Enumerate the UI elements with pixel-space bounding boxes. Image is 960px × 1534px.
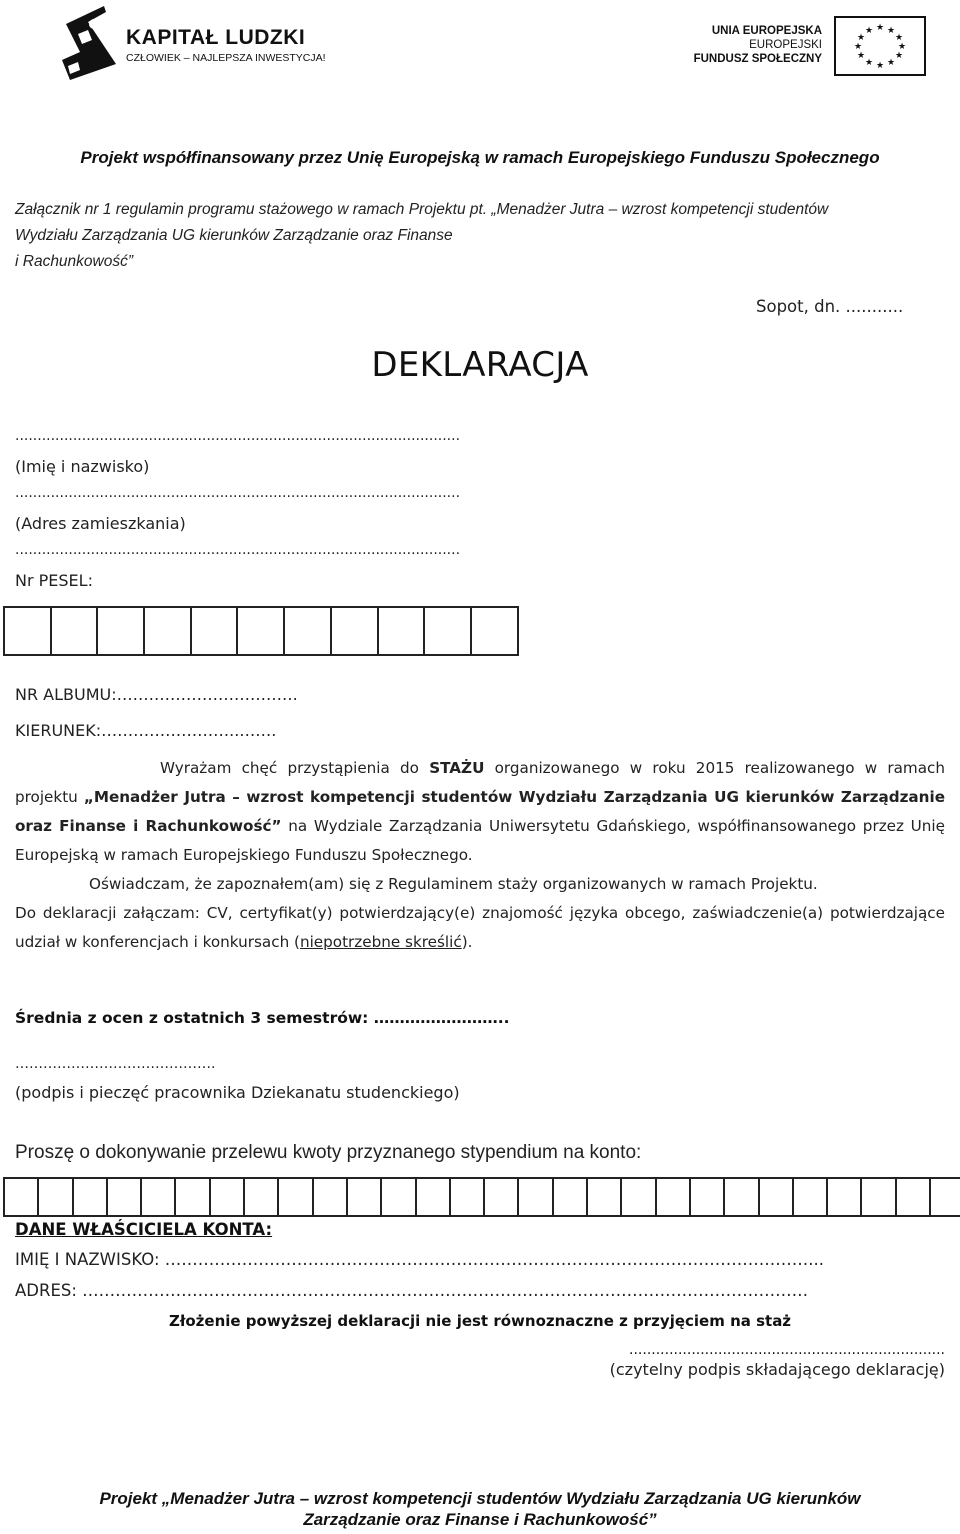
account-number-grid[interactable] xyxy=(3,1177,960,1217)
account-cell[interactable] xyxy=(5,1177,39,1217)
account-cell[interactable] xyxy=(485,1177,519,1217)
account-cell[interactable] xyxy=(451,1177,485,1217)
kapital-ludzki-title: KAPITAŁ LUDZKI xyxy=(126,26,306,49)
account-cell[interactable] xyxy=(725,1177,759,1217)
account-cell[interactable] xyxy=(39,1177,73,1217)
p1-project-name: „Menadżer Jutra – wzrost kompetencji studentów Wydziału Zarządzania UG kierunków Zarządzanie oraz Finanse i Rachunkowość” xyxy=(15,788,945,835)
svg-text:★: ★ xyxy=(894,33,904,43)
pesel-cell[interactable] xyxy=(285,606,332,656)
account-cell[interactable] xyxy=(245,1177,279,1217)
p3-text-b: ). xyxy=(461,933,473,951)
pesel-cell[interactable] xyxy=(5,606,52,656)
svg-text:★: ★ xyxy=(864,58,874,68)
account-cell[interactable] xyxy=(211,1177,245,1217)
account-cell[interactable] xyxy=(931,1177,960,1217)
project-footer xyxy=(0,1488,960,1530)
eu-fund-line2: FUNDUSZ SPOŁECZNY xyxy=(693,53,822,65)
p3-text-a: Do deklaracji załączam: CV, certyfikat(y) potwierdzający(e) znajomość języka obcego, zaświadczenie(a) potwierdzające udział w konferencjach i konkursach ( xyxy=(15,904,945,951)
annex-line-2: Wydziału Zarządzania UG kierunków Zarządzanie oraz Finanse xyxy=(15,227,453,244)
account-owner-heading: DANE WŁAŚCICIELA KONTA: xyxy=(15,1220,273,1239)
applicant-signature-label: (czytelny podpis składającego deklarację) xyxy=(609,1360,945,1379)
kapital-ludzki-subtitle: CZŁOWIEK – NAJLEPSZA INWESTYCJA! xyxy=(126,52,326,64)
extra-field[interactable]: .................................................................................................... xyxy=(15,542,461,558)
pesel-grid[interactable] xyxy=(3,606,519,656)
footer-line-2: Zarządzanie oraz Finanse i Rachunkowość” xyxy=(303,1510,657,1529)
account-cell[interactable] xyxy=(622,1177,656,1217)
footer-line-1: Projekt „Menadżer Jutra – wzrost kompetencji studentów Wydziału Zarządzania UG kierunków xyxy=(99,1489,861,1508)
album-field[interactable]: NR ALBUMU:……………………………. xyxy=(15,685,298,704)
address-field[interactable]: .................................................................................................... xyxy=(15,485,461,501)
svg-text:★: ★ xyxy=(875,23,885,33)
account-cell[interactable] xyxy=(74,1177,108,1217)
declaration-paragraph-2: Oświadczam, że zapoznałem(am) się z Regulaminem staży organizowanych w ramach Projektu. xyxy=(89,875,818,893)
eu-flag-icon xyxy=(834,16,926,76)
pesel-cell[interactable] xyxy=(192,606,239,656)
p1-text-a: Wyrażam chęć przystąpienia do xyxy=(160,759,430,777)
annex-line-1: Załącznik nr 1 regulamin programu stażowego w ramach Projektu pt. „Menadżer Jutra – wzrost kompetencji studentów xyxy=(15,201,829,218)
account-cell[interactable] xyxy=(382,1177,416,1217)
place-date[interactable]: Sopot, dn. ........... xyxy=(756,297,904,316)
project-header: Projekt współfinansowany przez Unię Europejską w ramach Europejskiego Funduszu Społecznego xyxy=(80,148,880,167)
eu-name: UNIA EUROPEJSKA xyxy=(711,25,822,37)
account-cell[interactable] xyxy=(794,1177,828,1217)
owner-address-field[interactable]: ADRES: …………………………………………………………………………………………………………………… xyxy=(15,1281,809,1300)
declaration-paragraph-3 xyxy=(15,899,945,957)
kierunek-field[interactable]: KIERUNEK:……………………..……. xyxy=(15,721,277,740)
pesel-cell[interactable] xyxy=(425,606,472,656)
pesel-cell[interactable] xyxy=(52,606,99,656)
pesel-cell[interactable] xyxy=(472,606,519,656)
pesel-label: Nr PESEL: xyxy=(15,571,93,590)
pesel-cell[interactable] xyxy=(332,606,379,656)
account-cell[interactable] xyxy=(897,1177,931,1217)
name-field[interactable]: .................................................................................................... xyxy=(15,428,461,444)
p1-text-c: na Wydziale Zarządzania Uniwersytetu Gdańskiego, współfinansowanego przez Unię Europejską w ramach Europejskiego Funduszu Społecznego. xyxy=(15,817,945,864)
account-cell[interactable] xyxy=(348,1177,382,1217)
pesel-cell[interactable] xyxy=(145,606,192,656)
kapital-ludzki-star-icon xyxy=(58,4,118,84)
dean-signature-label: (podpis i pieczęć pracownika Dziekanatu studenckiego) xyxy=(15,1083,460,1102)
pesel-cell[interactable] xyxy=(98,606,145,656)
account-cell[interactable] xyxy=(588,1177,622,1217)
svg-text:★: ★ xyxy=(856,33,866,43)
svg-text:★: ★ xyxy=(856,51,866,61)
account-cell[interactable] xyxy=(176,1177,210,1217)
svg-text:★: ★ xyxy=(864,26,874,36)
svg-text:★: ★ xyxy=(894,51,904,61)
address-label: (Adres zamieszkania) xyxy=(15,514,186,533)
account-cell[interactable] xyxy=(314,1177,348,1217)
svg-text:★: ★ xyxy=(853,42,863,52)
account-cell[interactable] xyxy=(657,1177,691,1217)
name-label: (Imię i nazwisko) xyxy=(15,457,150,476)
pesel-cell[interactable] xyxy=(379,606,426,656)
svg-text:★: ★ xyxy=(886,26,896,36)
eu-logo-text xyxy=(694,24,822,66)
account-cell[interactable] xyxy=(554,1177,588,1217)
dean-signature-line[interactable]: ……………………………………. xyxy=(15,1056,216,1072)
svg-text:★: ★ xyxy=(897,42,907,52)
page-title: DEKLARACJA xyxy=(371,345,589,385)
account-cell[interactable] xyxy=(108,1177,142,1217)
declaration-text xyxy=(15,754,945,957)
account-cell[interactable] xyxy=(279,1177,313,1217)
annex-note xyxy=(15,197,945,275)
transfer-request: Proszę o dokonywanie przelewu kwoty przyznanego stypendium na konto: xyxy=(15,1142,642,1163)
account-cell[interactable] xyxy=(142,1177,176,1217)
p1-staz: STAŻU xyxy=(429,759,485,777)
account-cell[interactable] xyxy=(691,1177,725,1217)
p1-text-b: organizowanego w roku 2015 realizowanego w ramach projektu xyxy=(15,759,946,806)
annex-line-3: i Rachunkowość” xyxy=(15,253,134,270)
notice-text: Złożenie powyższej deklaracji nie jest równoznaczne z przyjęciem na staż xyxy=(168,1312,792,1330)
declaration-paragraph-1 xyxy=(15,754,945,870)
applicant-signature-line[interactable]: ....................................................................... xyxy=(629,1342,945,1358)
pesel-cell[interactable] xyxy=(238,606,285,656)
owner-name-field[interactable]: IMIĘ I NAZWISKO: ………………………………………………………………………………………………………... xyxy=(15,1250,824,1269)
account-cell[interactable] xyxy=(862,1177,896,1217)
eu-fund-line1: EUROPEJSKI xyxy=(749,39,822,51)
svg-text:★: ★ xyxy=(886,58,896,68)
grade-average-field[interactable]: Średnia z ocen z ostatnich 3 semestrów: …………………….. xyxy=(15,1009,510,1027)
p3-underlined: niepotrzebne skreślić xyxy=(299,933,462,951)
account-cell[interactable] xyxy=(828,1177,862,1217)
account-cell[interactable] xyxy=(760,1177,794,1217)
account-cell[interactable] xyxy=(417,1177,451,1217)
account-cell[interactable] xyxy=(519,1177,553,1217)
svg-text:★: ★ xyxy=(875,61,885,71)
kapital-ludzki-logo xyxy=(58,4,326,84)
